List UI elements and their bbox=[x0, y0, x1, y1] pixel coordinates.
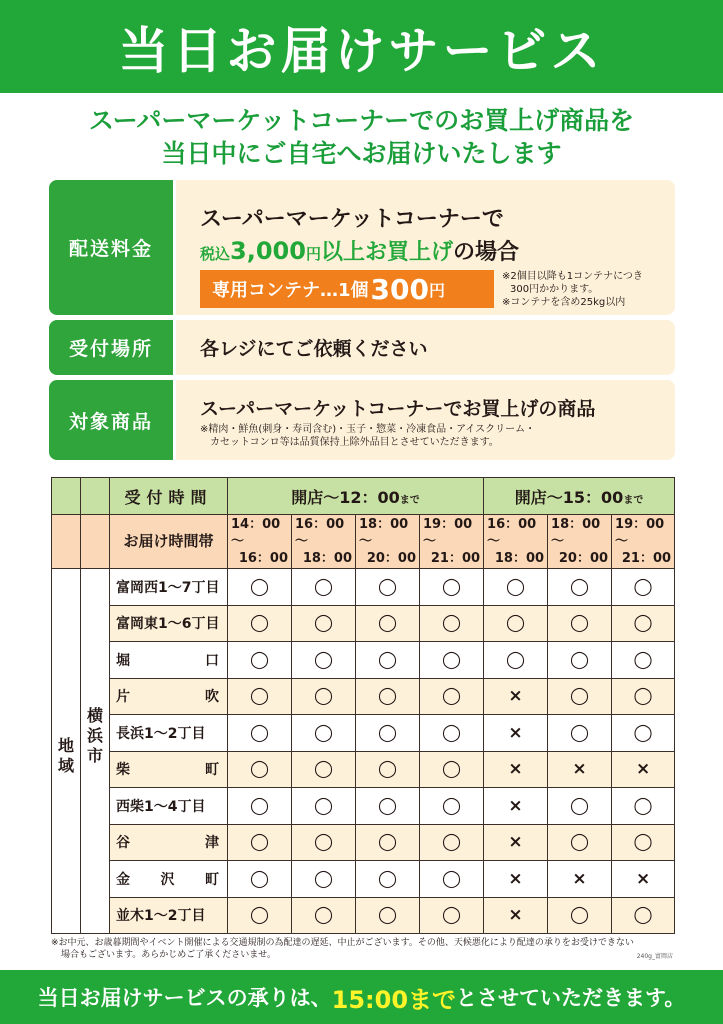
town-name-part: 吹 bbox=[205, 689, 219, 706]
circle-icon: ◯ bbox=[249, 576, 270, 597]
time-slot-end: 20：00 bbox=[558, 551, 609, 566]
circle-icon: ◯ bbox=[377, 832, 398, 853]
time-slot bbox=[548, 515, 612, 569]
cross-icon: × bbox=[572, 759, 587, 780]
circle-icon: ◯ bbox=[377, 868, 398, 889]
container-qty: 1個 bbox=[338, 280, 369, 301]
town-name-part: 谷 bbox=[116, 835, 130, 852]
circle-icon: ◯ bbox=[377, 686, 398, 707]
time-slot-end: 20：00 bbox=[366, 551, 416, 566]
circle-icon: ◯ bbox=[249, 905, 270, 926]
fee-notes bbox=[502, 270, 643, 309]
reception-section bbox=[49, 320, 675, 375]
subtitle bbox=[0, 104, 723, 170]
fee-note3: ※コンテナを含め25kg以内 bbox=[502, 297, 626, 308]
fee-condition bbox=[200, 235, 675, 266]
available-mark bbox=[228, 715, 292, 752]
corner-cell bbox=[52, 515, 81, 569]
cross-icon: × bbox=[508, 832, 523, 853]
circle-icon: ◯ bbox=[506, 576, 526, 597]
circle-icon: ◯ bbox=[313, 722, 334, 743]
fee-body bbox=[176, 180, 675, 315]
circle-icon: ◯ bbox=[633, 832, 653, 853]
circle-icon: ◯ bbox=[249, 722, 270, 743]
available-mark bbox=[292, 715, 356, 752]
store-code: 240g_富岡店 bbox=[636, 953, 673, 960]
fee-note2: 300円かかります。 bbox=[510, 284, 599, 295]
products-note bbox=[200, 423, 675, 449]
available-mark bbox=[612, 678, 675, 715]
available-mark bbox=[292, 642, 356, 679]
time-slot-start: 18：00～ bbox=[551, 517, 601, 549]
fee-label: 配送料金 bbox=[49, 180, 173, 315]
reception-label: 受付場所 bbox=[49, 320, 173, 375]
reception-time-label: 受付時間 bbox=[110, 478, 228, 515]
available-mark bbox=[420, 751, 484, 788]
time-slot-start: 16：00～ bbox=[487, 517, 537, 549]
circle-icon: ◯ bbox=[570, 832, 590, 853]
town-name bbox=[110, 642, 228, 679]
table-row bbox=[52, 569, 675, 606]
unavailable-mark bbox=[548, 861, 612, 898]
available-mark bbox=[356, 751, 420, 788]
group-time: 開店～15：00 bbox=[514, 487, 624, 507]
available-mark bbox=[356, 788, 420, 825]
time-slot-start: 19：00～ bbox=[615, 517, 665, 549]
circle-icon: ◯ bbox=[313, 795, 334, 816]
products-text: スーパーマーケットコーナーでお買上げの商品 bbox=[200, 398, 596, 420]
products-body bbox=[176, 380, 675, 460]
town-name: 西柴1～4丁目 bbox=[110, 788, 228, 825]
circle-icon: ◯ bbox=[249, 759, 270, 780]
cross-icon: × bbox=[635, 868, 651, 889]
available-mark bbox=[612, 788, 675, 825]
container-price: 300 bbox=[370, 272, 429, 306]
town-name bbox=[110, 824, 228, 861]
available-mark bbox=[548, 605, 612, 642]
table-row bbox=[52, 824, 675, 861]
available-mark bbox=[228, 751, 292, 788]
fee-bottom bbox=[200, 270, 675, 309]
available-mark bbox=[228, 569, 292, 606]
unavailable-mark bbox=[484, 715, 548, 752]
available-mark bbox=[548, 788, 612, 825]
time-slot bbox=[612, 515, 675, 569]
delivery-time-label: お届け時間帯 bbox=[110, 515, 228, 569]
circle-icon: ◯ bbox=[506, 649, 526, 670]
time-slot-end: 21：00 bbox=[430, 551, 481, 566]
cross-icon: × bbox=[508, 722, 523, 743]
circle-icon: ◯ bbox=[377, 722, 398, 743]
products-section bbox=[49, 380, 675, 460]
time-slot-start: 14：00～ bbox=[231, 517, 281, 549]
town-name-part: 町 bbox=[205, 762, 219, 779]
time-slot-end: 21：00 bbox=[621, 551, 672, 566]
circle-icon: ◯ bbox=[442, 576, 462, 597]
fee-tax: 税込 bbox=[200, 245, 231, 263]
time-slot-end: 18：00 bbox=[494, 551, 545, 566]
fee-line1: スーパーマーケットコーナーで bbox=[200, 207, 504, 232]
time-slot bbox=[484, 515, 548, 569]
time-slot-start: 18：00～ bbox=[359, 517, 409, 549]
circle-icon: ◯ bbox=[442, 795, 462, 816]
available-mark bbox=[548, 642, 612, 679]
circle-icon: ◯ bbox=[570, 795, 590, 816]
available-mark bbox=[356, 605, 420, 642]
available-mark bbox=[356, 715, 420, 752]
bottom-pre: 当日お届けサービスの承りは、 bbox=[37, 986, 332, 1010]
time-slot-end: 18：00 bbox=[302, 551, 352, 566]
available-mark bbox=[228, 897, 292, 934]
circle-icon: ◯ bbox=[249, 868, 270, 889]
circle-icon: ◯ bbox=[377, 613, 398, 634]
circle-icon: ◯ bbox=[377, 905, 398, 926]
circle-icon: ◯ bbox=[377, 576, 398, 597]
group-time: 開店～12：00 bbox=[291, 487, 400, 507]
circle-icon: ◯ bbox=[633, 795, 653, 816]
corner-cell bbox=[52, 478, 81, 515]
area-label bbox=[52, 569, 81, 934]
cross-icon: × bbox=[508, 686, 523, 707]
town-name bbox=[110, 751, 228, 788]
available-mark bbox=[484, 605, 548, 642]
circle-icon: ◯ bbox=[570, 686, 590, 707]
available-mark bbox=[612, 897, 675, 934]
available-mark bbox=[292, 824, 356, 861]
container-label: 専用コンテナ… bbox=[212, 280, 338, 301]
town-name bbox=[110, 678, 228, 715]
time-slot-start: 16：00～ bbox=[295, 517, 345, 549]
city-label-char: 横 bbox=[86, 706, 103, 725]
circle-icon: ◯ bbox=[570, 649, 590, 670]
available-mark bbox=[228, 824, 292, 861]
fee-section bbox=[49, 180, 675, 315]
available-mark bbox=[292, 605, 356, 642]
area-label-char: 域 bbox=[57, 756, 74, 775]
circle-icon: ◯ bbox=[377, 649, 398, 670]
schedule-table bbox=[51, 477, 675, 934]
time-slot bbox=[420, 515, 484, 569]
cross-icon: × bbox=[508, 759, 523, 780]
town-name-part: 津 bbox=[205, 835, 219, 852]
circle-icon: ◯ bbox=[313, 613, 334, 634]
circle-icon: ◯ bbox=[570, 576, 590, 597]
table-row bbox=[52, 788, 675, 825]
available-mark bbox=[612, 715, 675, 752]
group1-label bbox=[228, 478, 484, 515]
table-row bbox=[52, 861, 675, 898]
circle-icon: ◯ bbox=[377, 795, 398, 816]
table-row bbox=[52, 715, 675, 752]
circle-icon: ◯ bbox=[442, 649, 462, 670]
circle-icon: ◯ bbox=[249, 649, 270, 670]
town-name-part: 片 bbox=[116, 689, 130, 706]
available-mark bbox=[356, 569, 420, 606]
circle-icon: ◯ bbox=[442, 722, 462, 743]
available-mark bbox=[228, 861, 292, 898]
cross-icon: × bbox=[508, 868, 523, 889]
city-label-char: 市 bbox=[86, 746, 103, 765]
available-mark bbox=[612, 824, 675, 861]
town-name-part: 沢 bbox=[160, 871, 175, 888]
circle-icon: ◯ bbox=[313, 905, 334, 926]
available-mark bbox=[612, 642, 675, 679]
available-mark bbox=[420, 824, 484, 861]
page-title: 当日お届けサービス bbox=[118, 21, 605, 80]
circle-icon: ◯ bbox=[506, 613, 526, 634]
unavailable-mark bbox=[484, 861, 548, 898]
circle-icon: ◯ bbox=[633, 649, 653, 670]
circle-icon: ◯ bbox=[313, 759, 334, 780]
available-mark bbox=[356, 897, 420, 934]
available-mark bbox=[356, 642, 420, 679]
circle-icon: ◯ bbox=[442, 613, 462, 634]
available-mark bbox=[356, 861, 420, 898]
products-note1: ※精肉・鮮魚(刺身・寿司含む)・玉子・惣菜・冷凍食品・アイスクリーム・ bbox=[200, 424, 536, 435]
products-label: 対象商品 bbox=[49, 380, 173, 460]
container-unit: 円 bbox=[428, 280, 445, 300]
container-price-box bbox=[200, 270, 494, 308]
table-row bbox=[52, 605, 675, 642]
available-mark bbox=[420, 569, 484, 606]
circle-icon: ◯ bbox=[313, 868, 334, 889]
unavailable-mark bbox=[484, 897, 548, 934]
town-name-part: 金 bbox=[116, 871, 130, 888]
circle-icon: ◯ bbox=[442, 759, 462, 780]
unavailable-mark bbox=[484, 678, 548, 715]
circle-icon: ◯ bbox=[313, 832, 334, 853]
circle-icon: ◯ bbox=[377, 759, 398, 780]
area-label-char: 地 bbox=[57, 736, 74, 755]
unavailable-mark bbox=[612, 861, 675, 898]
fee-yen: 円 bbox=[305, 245, 321, 263]
unavailable-mark bbox=[612, 751, 675, 788]
available-mark bbox=[420, 861, 484, 898]
circle-icon: ◯ bbox=[313, 576, 334, 597]
available-mark bbox=[548, 897, 612, 934]
circle-icon: ◯ bbox=[442, 868, 462, 889]
available-mark bbox=[548, 824, 612, 861]
town-name bbox=[110, 861, 228, 898]
circle-icon: ◯ bbox=[313, 686, 334, 707]
available-mark bbox=[612, 605, 675, 642]
town-name-part: 堀 bbox=[116, 652, 130, 669]
available-mark bbox=[228, 605, 292, 642]
available-mark bbox=[484, 569, 548, 606]
city-label bbox=[81, 569, 110, 934]
group-suffix: まで bbox=[623, 494, 644, 506]
bottom-time: 15:00まで bbox=[331, 985, 457, 1014]
circle-icon: ◯ bbox=[633, 905, 653, 926]
circle-icon: ◯ bbox=[633, 722, 653, 743]
available-mark bbox=[612, 569, 675, 606]
town-name-part: 町 bbox=[205, 871, 219, 888]
available-mark bbox=[548, 715, 612, 752]
unavailable-mark bbox=[484, 824, 548, 861]
group2-label bbox=[484, 478, 675, 515]
available-mark bbox=[420, 605, 484, 642]
available-mark bbox=[292, 569, 356, 606]
footnote-line1: ※お中元、お歳暮期間やイベント開催による交通規制の為配達の遅延、中止がございます。その他、天候悪化により配達の承りをお受けできない bbox=[51, 938, 634, 948]
time-slot bbox=[356, 515, 420, 569]
fee-amount: 3,000 bbox=[230, 237, 306, 265]
footnote-line2: 場合もございます。あらかじめご了承くださいませ。 bbox=[61, 950, 277, 960]
circle-icon: ◯ bbox=[570, 613, 590, 634]
available-mark bbox=[228, 678, 292, 715]
header-banner bbox=[0, 0, 723, 93]
available-mark bbox=[228, 642, 292, 679]
circle-icon: ◯ bbox=[249, 613, 270, 634]
circle-icon: ◯ bbox=[570, 905, 590, 926]
circle-icon: ◯ bbox=[570, 722, 590, 743]
cross-icon: × bbox=[508, 795, 523, 816]
available-mark bbox=[292, 897, 356, 934]
cross-icon: × bbox=[572, 868, 587, 889]
fee-cond2: の場合 bbox=[452, 240, 519, 265]
fee-cond1: 以上お買上げ bbox=[320, 240, 453, 265]
table-row bbox=[52, 897, 675, 934]
table-row bbox=[52, 678, 675, 715]
town-name: 並木1～2丁目 bbox=[110, 897, 228, 934]
available-mark bbox=[548, 569, 612, 606]
town-name-part: 柴 bbox=[116, 762, 130, 779]
reception-text: 各レジにてご依頼ください bbox=[176, 320, 675, 375]
available-mark bbox=[356, 824, 420, 861]
circle-icon: ◯ bbox=[633, 613, 653, 634]
town-name: 富岡東1～6丁目 bbox=[110, 605, 228, 642]
table-row bbox=[52, 751, 675, 788]
time-slot bbox=[228, 515, 292, 569]
available-mark bbox=[292, 788, 356, 825]
available-mark bbox=[356, 678, 420, 715]
circle-icon: ◯ bbox=[249, 795, 270, 816]
available-mark bbox=[484, 642, 548, 679]
city-label-char: 浜 bbox=[86, 726, 103, 745]
circle-icon: ◯ bbox=[442, 905, 462, 926]
bottom-post: とさせていただきます。 bbox=[456, 986, 686, 1010]
circle-icon: ◯ bbox=[633, 686, 653, 707]
unavailable-mark bbox=[484, 788, 548, 825]
time-slot-start: 19：00～ bbox=[423, 517, 473, 549]
bottom-banner bbox=[0, 970, 723, 1024]
available-mark bbox=[420, 788, 484, 825]
town-name: 長浜1～2丁目 bbox=[110, 715, 228, 752]
available-mark bbox=[292, 861, 356, 898]
available-mark bbox=[548, 678, 612, 715]
subtitle-line1: スーパーマーケットコーナーでのお買上げ商品を bbox=[88, 106, 635, 135]
circle-icon: ◯ bbox=[313, 649, 334, 670]
circle-icon: ◯ bbox=[442, 686, 462, 707]
available-mark bbox=[420, 642, 484, 679]
corner-cell bbox=[81, 478, 110, 515]
available-mark bbox=[292, 678, 356, 715]
available-mark bbox=[228, 788, 292, 825]
available-mark bbox=[420, 678, 484, 715]
available-mark bbox=[420, 715, 484, 752]
subtitle-line2: 当日中にご自宅へお届けいたします bbox=[161, 139, 562, 168]
town-name: 富岡西1～7丁目 bbox=[110, 569, 228, 606]
header-row-delivery bbox=[52, 515, 675, 569]
circle-icon: ◯ bbox=[442, 832, 462, 853]
circle-icon: ◯ bbox=[633, 576, 653, 597]
unavailable-mark bbox=[548, 751, 612, 788]
group-suffix: まで bbox=[399, 494, 420, 506]
available-mark bbox=[292, 751, 356, 788]
corner-cell bbox=[81, 515, 110, 569]
unavailable-mark bbox=[484, 751, 548, 788]
town-name-part: 口 bbox=[205, 652, 219, 669]
fee-note1: ※2個目以降も1コンテナにつき bbox=[502, 271, 643, 282]
products-note2: カセットコンロ等は品質保持上除外品目とさせていただきます。 bbox=[210, 437, 499, 448]
cross-icon: × bbox=[508, 905, 523, 926]
time-slot-end: 16：00 bbox=[238, 551, 288, 566]
cross-icon: × bbox=[635, 759, 651, 780]
circle-icon: ◯ bbox=[249, 832, 270, 853]
circle-icon: ◯ bbox=[249, 686, 270, 707]
table-row bbox=[52, 642, 675, 679]
header-row-reception bbox=[52, 478, 675, 515]
footnote bbox=[51, 937, 691, 961]
available-mark bbox=[420, 897, 484, 934]
time-slot bbox=[292, 515, 356, 569]
